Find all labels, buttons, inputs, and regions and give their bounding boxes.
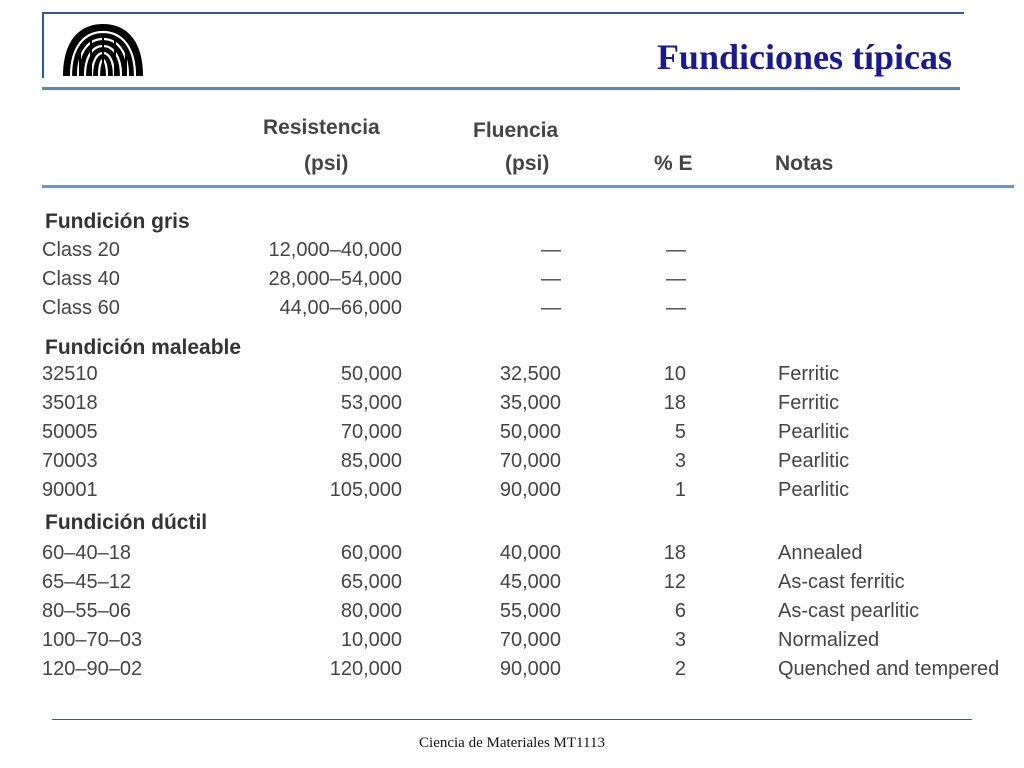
table-header-divider xyxy=(42,185,1014,188)
cell-res: 60,000 xyxy=(340,542,402,564)
header-fluencia: Fluencia xyxy=(473,119,559,142)
cell-name: 70003 xyxy=(42,449,98,472)
section-heading-ductil: Fundición dúctil xyxy=(45,511,208,534)
cell-res: 28,000–54,000 xyxy=(268,267,402,290)
header-elongation: % E xyxy=(654,152,693,175)
cell-flu: 40,000 xyxy=(499,542,561,564)
cell-e: 2 xyxy=(674,657,686,680)
header-notas: Notas xyxy=(775,152,834,175)
section-heading-gris: Fundición gris xyxy=(45,210,190,233)
cell-note: Ferritic xyxy=(778,391,840,414)
cell-name: 32510 xyxy=(42,363,98,385)
cell-name: 100–70–03 xyxy=(42,628,143,651)
cell-name: Class 40 xyxy=(42,267,120,290)
cell-name: 50005 xyxy=(42,420,98,443)
cell-flu: 90,000 xyxy=(499,478,561,501)
table-row xyxy=(0,294,1024,323)
cell-e: — xyxy=(666,239,686,261)
table-row xyxy=(0,597,1024,626)
cell-note: Pearlitic xyxy=(778,478,850,501)
table-row xyxy=(0,236,1024,265)
cell-res: 70,000 xyxy=(340,420,402,443)
table-row xyxy=(0,265,1024,294)
cell-e: 10 xyxy=(663,363,686,385)
cell-res: 80,000 xyxy=(340,599,402,622)
cell-flu: 35,000 xyxy=(499,391,561,414)
cell-flu: 32,500 xyxy=(499,363,561,385)
cell-e: 18 xyxy=(663,542,686,564)
cell-e: 5 xyxy=(674,420,686,443)
frame-top-line xyxy=(44,12,964,14)
cell-e: 12 xyxy=(663,570,686,593)
table-row xyxy=(0,539,1024,568)
cell-name: 80–55–06 xyxy=(42,599,131,622)
table-row xyxy=(0,360,1024,389)
cell-name: 35018 xyxy=(42,391,98,414)
cell-res: 44,00–66,000 xyxy=(279,296,402,319)
cell-note: As-cast pearlitic xyxy=(778,599,920,622)
cell-res: 120,000 xyxy=(329,657,402,680)
table-row xyxy=(0,447,1024,476)
cell-flu: 90,000 xyxy=(499,657,561,680)
cell-flu: 55,000 xyxy=(499,599,561,622)
table-row xyxy=(0,655,1024,684)
university-logo-icon xyxy=(60,18,146,78)
cell-res: 105,000 xyxy=(329,478,402,501)
cell-flu: 50,000 xyxy=(499,420,561,443)
header-fluencia-unit: (psi) xyxy=(505,152,550,175)
header-resistencia: Resistencia xyxy=(263,116,380,139)
cell-e: 3 xyxy=(674,449,686,472)
table-row xyxy=(0,389,1024,418)
cell-note: Quenched and tempered xyxy=(778,657,1000,680)
cell-note: Ferritic xyxy=(778,363,840,385)
cell-name: 65–45–12 xyxy=(42,570,131,593)
cell-name: Class 20 xyxy=(42,239,120,261)
cell-name: Class 60 xyxy=(42,296,120,319)
cell-res: 53,000 xyxy=(340,391,402,414)
cell-e: 3 xyxy=(674,628,686,651)
cell-flu: 70,000 xyxy=(499,628,561,651)
cell-res: 10,000 xyxy=(340,628,402,651)
cell-note: Annealed xyxy=(778,542,863,564)
cell-name: 120–90–02 xyxy=(42,657,143,680)
cell-res: 85,000 xyxy=(340,449,402,472)
cell-res: 12,000–40,000 xyxy=(268,239,402,261)
cell-res: 50,000 xyxy=(340,363,402,385)
cell-note: As-cast ferritic xyxy=(778,570,905,593)
cell-flu: — xyxy=(541,296,561,319)
cell-note: Pearlitic xyxy=(778,449,850,472)
cell-e: 18 xyxy=(663,391,686,414)
cell-e: — xyxy=(666,296,686,319)
cell-flu: — xyxy=(541,239,561,261)
page-title: Fundiciones típicas xyxy=(656,37,952,77)
cell-flu: — xyxy=(541,267,561,290)
cell-flu: 70,000 xyxy=(499,449,561,472)
footer-divider xyxy=(52,719,972,720)
table-row xyxy=(0,568,1024,597)
cell-flu: 45,000 xyxy=(499,570,561,593)
section-heading-maleable: Fundición maleable xyxy=(45,336,242,359)
cell-res: 65,000 xyxy=(340,570,402,593)
cell-name: 90001 xyxy=(42,478,98,501)
table-row xyxy=(0,626,1024,655)
header-divider xyxy=(42,87,960,90)
table-row xyxy=(0,418,1024,447)
cell-note: Normalized xyxy=(778,628,880,651)
frame-left-line xyxy=(42,12,44,78)
cell-note: Pearlitic xyxy=(778,420,850,443)
header-resistencia-unit: (psi) xyxy=(304,152,349,175)
table-row xyxy=(0,476,1024,505)
cell-e: 6 xyxy=(674,599,686,622)
cell-name: 60–40–18 xyxy=(42,542,131,564)
cell-e: 1 xyxy=(674,478,686,501)
cell-e: — xyxy=(666,267,686,290)
footer-text: Ciencia de Materiales MT1113 xyxy=(419,735,605,751)
